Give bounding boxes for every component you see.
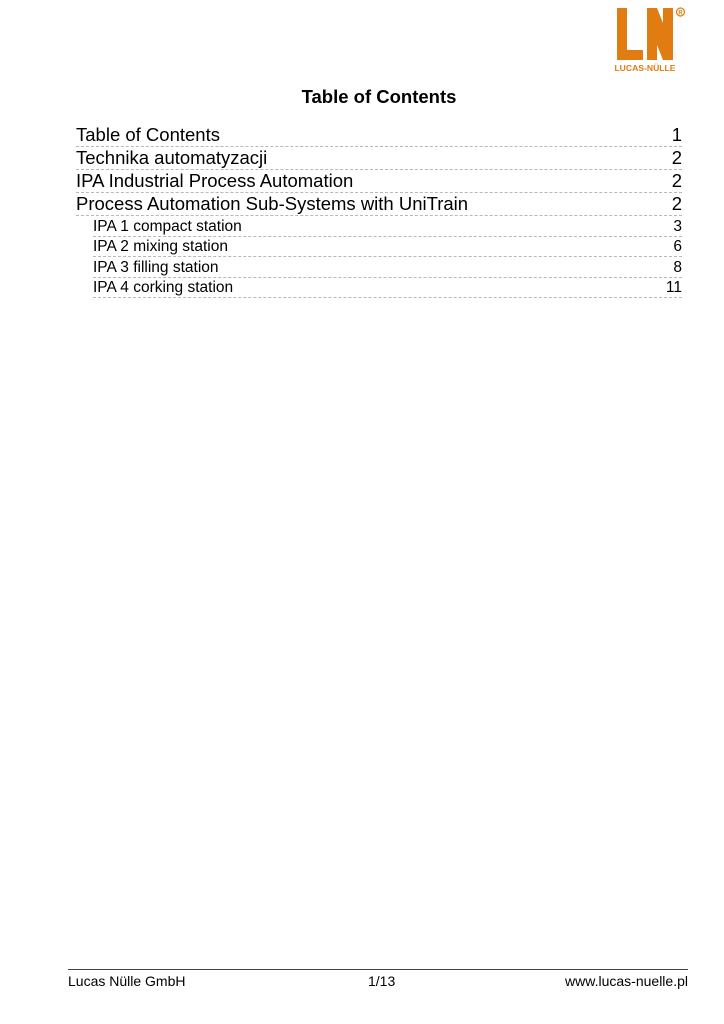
page-footer xyxy=(68,972,688,990)
toc-entry-title: IPA 1 compact station xyxy=(93,217,242,235)
table-of-contents xyxy=(76,124,682,298)
footer-divider xyxy=(68,969,688,970)
toc-entry-title: IPA 3 filling station xyxy=(93,258,219,276)
toc-entry-title: IPA 4 corking station xyxy=(93,279,234,297)
logo-n-right xyxy=(663,8,673,60)
registered-mark: R xyxy=(678,10,683,17)
toc-entry-title: IPA Industrial Process Automation xyxy=(76,170,354,191)
toc-subentry[interactable] xyxy=(93,257,682,278)
toc-entry-title: Process Automation Sub-Systems with UniTrain xyxy=(76,193,469,214)
toc-entry-page: 2 xyxy=(671,147,682,168)
toc-entry-page: 3 xyxy=(673,217,682,235)
toc-subentry[interactable] xyxy=(93,237,682,258)
toc-entry-page: 2 xyxy=(671,193,682,214)
toc-entry-page: 11 xyxy=(665,279,682,297)
toc-entry[interactable] xyxy=(76,170,682,193)
toc-entry[interactable] xyxy=(76,193,682,216)
footer-page-counter: 1/13 xyxy=(368,973,396,989)
toc-entry-page: 8 xyxy=(673,258,682,276)
toc-entry-title: Technika automatyzacji xyxy=(76,147,268,168)
toc-entry-page: 2 xyxy=(671,170,682,191)
toc-subentry[interactable] xyxy=(93,278,682,299)
toc-subentry[interactable] xyxy=(93,216,682,237)
footer-website-link[interactable]: www.lucas-nuelle.pl xyxy=(565,973,688,989)
ln-logo-icon xyxy=(611,4,689,76)
logo-brand-text: LUCAS-NÜLLE xyxy=(614,63,676,73)
toc-entry[interactable] xyxy=(76,147,682,170)
page-title: Table of Contents xyxy=(301,86,457,107)
lucas-nuelle-logo xyxy=(611,4,689,76)
toc-entry-page: 1 xyxy=(671,124,682,145)
toc-entry-page: 6 xyxy=(673,238,682,256)
toc-entry-title: Table of Contents xyxy=(76,124,220,145)
footer-company: Lucas Nülle GmbH xyxy=(68,973,186,989)
toc-entry[interactable] xyxy=(76,124,682,147)
toc-entry-title: IPA 2 mixing station xyxy=(93,238,228,256)
logo-l-foot xyxy=(617,50,643,60)
